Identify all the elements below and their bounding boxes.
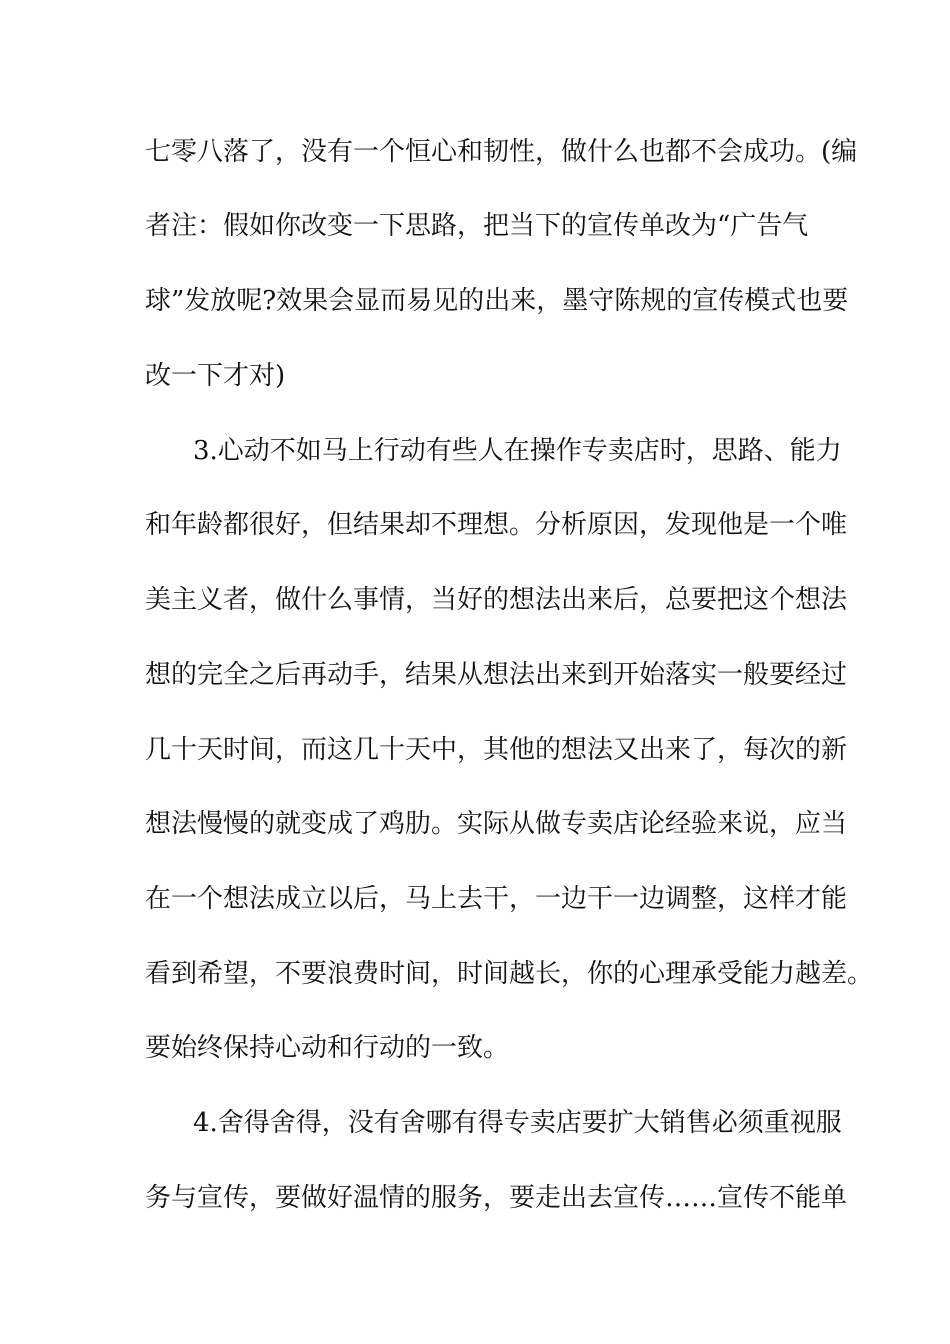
text-line: 七零八落了，没有一个恒心和韧性，做什么也都不会成功。(编 <box>145 137 858 167</box>
text-line: 美主义者，做什么事情，当好的想法出来后，总要把这个想法 <box>145 585 848 615</box>
text-line: 改一下才对) <box>145 361 286 391</box>
text-line: 球”发放呢?效果会显而易见的出来，墨守陈规的宣传模式也要 <box>145 286 849 316</box>
text-line: 和年龄都很好，但结果却不理想。分析原因，发现他是一个唯 <box>145 510 848 540</box>
text-line: 几十天时间，而这几十天中，其他的想法又出来了，每次的新 <box>145 735 848 765</box>
text-line: 者注：假如你改变一下思路，把当下的宣传单改为“广告气 <box>145 211 809 241</box>
paragraph-4-first-line: 4.舍得舍得，没有舍哪有得专卖店要扩大销售必须重视服 <box>193 1108 842 1138</box>
text-line: 务与宣传，要做好温情的服务，要走出去宣传……宣传不能单 <box>145 1183 848 1213</box>
text-line: 想法慢慢的就变成了鸡肋。实际从做专卖店论经验来说，应当 <box>145 809 848 839</box>
text-line: 在一个想法成立以后，马上去干，一边干一边调整，这样才能 <box>145 884 848 914</box>
text-line: 想的完全之后再动手，结果从想法出来到开始落实一般要经过 <box>145 660 848 690</box>
paragraph-3-first-line: 3.心动不如马上行动有些人在操作专卖店时，思路、能力 <box>193 436 842 466</box>
text-line: 要始终保持心动和行动的一致。 <box>145 1033 510 1063</box>
text-line: 看到希望，不要浪费时间，时间越长，你的心理承受能力越差。 <box>145 959 874 989</box>
